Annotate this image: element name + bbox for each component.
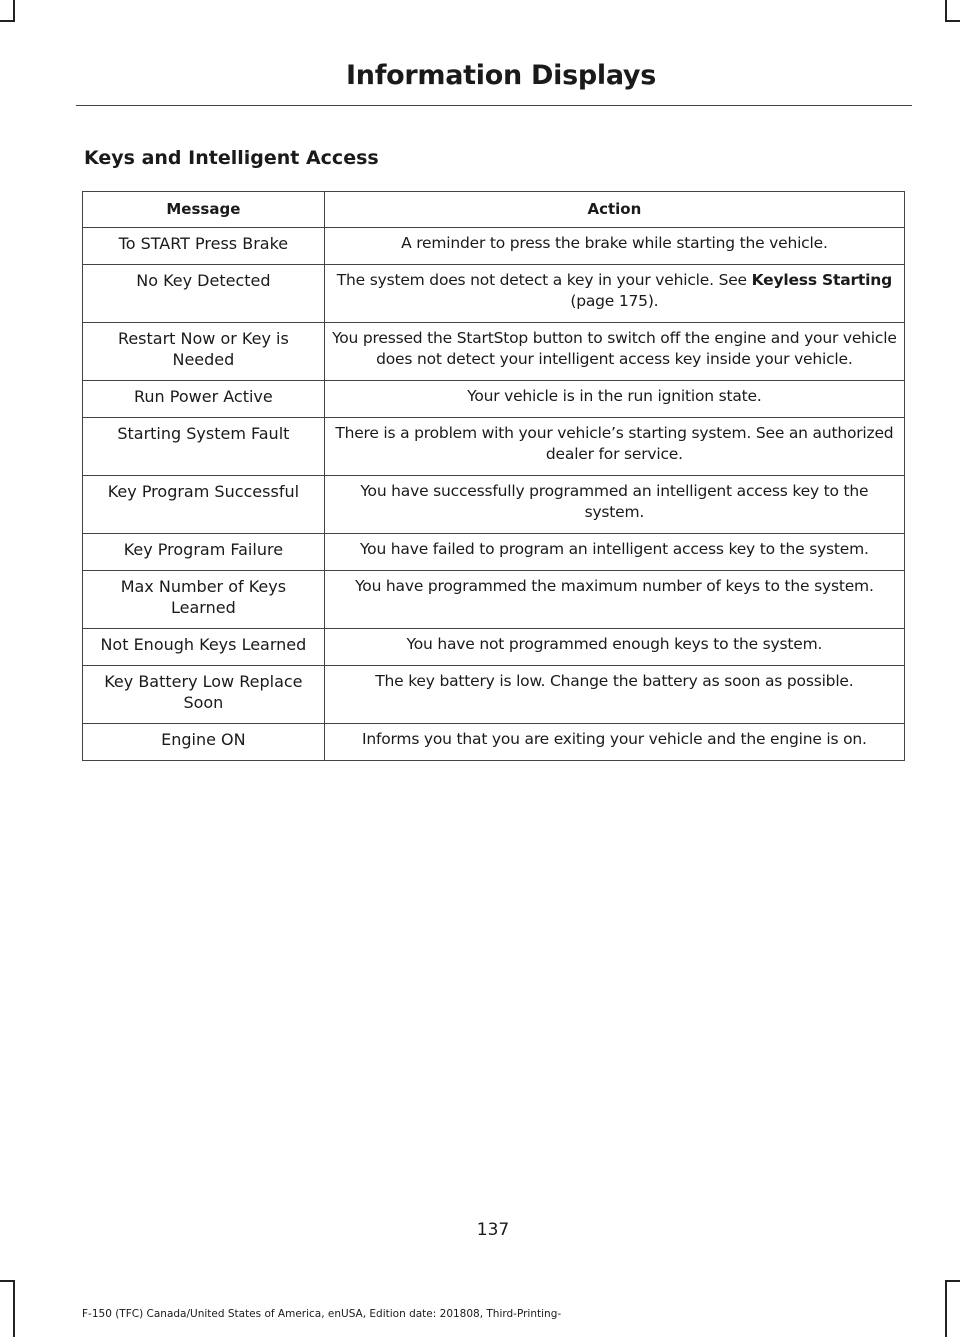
keyless-starting-link[interactable]: Keyless Starting [751,271,892,289]
table-row [83,265,905,323]
crop-mark-top-right-v [945,0,947,22]
action-cell: There is a problem with your vehicle’s starting system. See an authorized dealer for service. [324,418,904,476]
message-cell: Run Power Active [83,381,325,418]
crop-mark-top-left-v [13,0,15,22]
crop-mark-top-right-h [945,20,960,22]
message-cell: Key Program Successful [83,476,325,534]
table-row [83,381,905,418]
table-row [83,534,905,571]
page-number: 137 [476,1220,510,1240]
table-row [83,228,905,265]
messages-table [82,191,905,761]
message-cell: Restart Now or Key is Needed [83,323,325,381]
table-row [83,418,905,476]
message-cell: No Key Detected [83,265,325,323]
table-row [83,724,905,761]
table-row [83,666,905,724]
column-header-message: Message [83,192,325,228]
action-cell: You have programmed the maximum number of keys to the system. [324,571,904,629]
message-cell: Max Number of Keys Learned [83,571,325,629]
table-header-row [83,192,905,228]
message-cell: Starting System Fault [83,418,325,476]
table-row [83,629,905,666]
action-cell: You have successfully programmed an intelligent access key to the system. [324,476,904,534]
chapter-title: Information Displays [346,60,656,91]
table-row [83,323,905,381]
footer-edition-info: F-150 (TFC) Canada/United States of America, enUSA, Edition date: 201808, Third-Printing- [82,1308,562,1320]
message-cell: Not Enough Keys Learned [83,629,325,666]
action-cell: Informs you that you are exiting your vehicle and the engine is on. [324,724,904,761]
action-cell: A reminder to press the brake while starting the vehicle. [324,228,904,265]
action-cell: The key battery is low. Change the battery as soon as possible. [324,666,904,724]
message-cell: To START Press Brake [83,228,325,265]
page-reference: (page 175). [570,292,659,310]
crop-mark-bottom-right-h [945,1280,960,1282]
action-cell: You have not programmed enough keys to the system. [324,629,904,666]
action-cell: You pressed the StartStop button to switch off the engine and your vehicle does not detect your intelligent access key inside your vehicle. [324,323,904,381]
action-cell: You have failed to program an intelligent access key to the system. [324,534,904,571]
header-divider [76,105,912,106]
table-row [83,476,905,534]
action-cell [324,265,904,323]
message-cell: Key Battery Low Replace Soon [83,666,325,724]
crop-mark-bottom-left-v [13,1280,15,1337]
column-header-action: Action [324,192,904,228]
table-row [83,571,905,629]
action-text: The system does not detect a key in your vehicle. See [336,271,752,289]
section-title: Keys and Intelligent Access [84,147,379,169]
action-cell: Your vehicle is in the run ignition state. [324,381,904,418]
message-cell: Engine ON [83,724,325,761]
crop-mark-top-left-h [0,20,15,22]
message-cell: Key Program Failure [83,534,325,571]
crop-mark-bottom-left-h [0,1280,15,1282]
crop-mark-bottom-right-v [945,1280,947,1337]
